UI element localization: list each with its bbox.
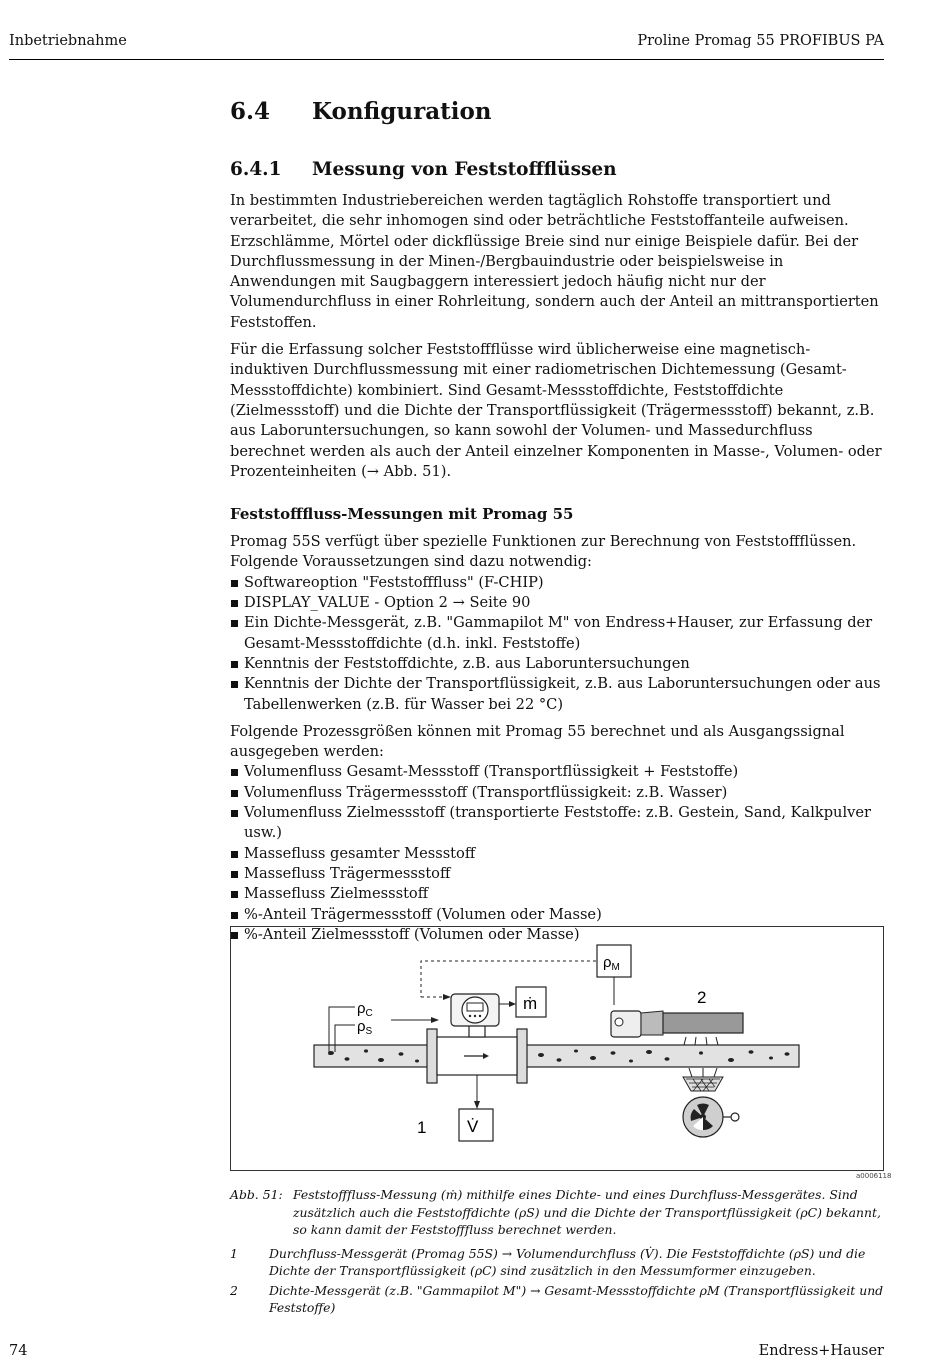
list-item: %-Anteil Trägermessstoff (Volumen oder Masse) [230,905,884,925]
paragraph: In bestimmten Industriebereichen werden tagtäglich Rohstoffe transportiert und verarbeitet, die sehr inhomogen sind oder beträchtliche Feststoffanteile aufweisen. Erzschlämme, Mörtel oder dickflüssige Breie sind nur einige Beispiele dafür. Bei der Durchflussmessung in der Minen-/Bergbauindustrie oder beispielsweise in Anwendungen mit Saugbaggern interessiert jedoch häufig nicht nur der Volumendurchfluss in einer Rohrleitung, sondern auch der Anteil an mittransportierten Feststoffen. [230,192,879,331]
pipe [314,1045,799,1067]
list-item: Softwareoption "Feststofffluss" (F-CHIP) [230,573,884,593]
density-signal-line [421,961,606,997]
list-item: Massefluss gesamter Messstoff [230,844,884,864]
legend-item [230,1282,884,1316]
label-two: 2 [697,988,707,1007]
requirements-intro: Promag 55S verfügt über spezielle Funktionen zur Berechnung von Feststoffflüssen. Folgende Voraussetzungen sind dazu notwendig: [230,533,857,571]
flange-right [517,1029,527,1083]
figure-id: a0006118 [856,1172,892,1180]
list-item: Kenntnis der Feststoffdichte, z.B. aus Laboruntersuchungen [230,654,884,674]
list-item: Volumenfluss Gesamt-Messstoff (Transportflüssigkeit + Feststoffe) [230,762,884,782]
header-product-title: Proline Promag 55 PROFIBUS PA [637,33,884,49]
caption-text: Feststofffluss-Messung (ṁ) mithilfe eines Dichte- und eines Durchfluss-Messgerätes. Sind zusätzlich auch die Feststoffdichte (ρS) und die Dichte der Transportflüssigkeit (ρC) bekannt, so kann damit der Feststofffluss berechnet werden. [293,1187,881,1237]
legend-text: Durchfluss-Messgerät (Promag 55S) → Volumendurchfluss (V̇). Die Feststoffdichte (ρS) und die Dichte der Transportflüssigkeit (ρC) sind zusätzlich in den Messumformer einzugeben. [269,1246,866,1278]
legend-number: 1 [230,1246,238,1261]
legend-number: 2 [230,1283,238,1298]
label-one: 1 [417,1118,427,1137]
figure-legend [230,1245,884,1319]
figure-caption [230,1186,884,1239]
list-item: DISPLAY_VALUE - Option 2 → Seite 90 [230,593,884,613]
rho-m-label: $\rho_M$ [603,954,620,973]
mass-flow-label: ṁ [523,994,538,1013]
flow-density-diagram [231,927,883,1170]
subsection-title: Messung von Feststoffflüssen [312,159,617,180]
flange-left [427,1029,437,1083]
outputs-list [230,762,884,945]
sub-heading: Feststofffluss-Messungen mit Promag 55 [230,505,574,524]
page-number: 74 [9,1343,28,1359]
list-item: Volumenfluss Zielmessstoff (transportierte Feststoffe: z.B. Gestein, Sand, Kalkpulver usw.) [230,803,884,844]
caption-label: Abb. 51: [230,1187,283,1202]
list-item: Volumenfluss Trägermessstoff (Transportflüssigkeit: z.B. Wasser) [230,783,884,803]
requirements-list [230,573,884,715]
list-item: Kenntnis der Dichte der Transportflüssigkeit, z.B. aus Laboruntersuchungen oder aus Tabellenwerken (z.B. für Wasser bei 22 °C) [230,674,884,715]
header-rule [9,59,884,60]
subsection-heading [230,159,617,180]
footer-brand: Endress+Hauser [758,1343,884,1359]
volume-flow-label: V̇ [467,1117,479,1136]
list-item: %-Anteil Zielmessstoff (Volumen oder Masse) [230,925,884,945]
list-item: Massefluss Zielmessstoff [230,884,884,904]
body-text [230,191,884,952]
legend-item [230,1245,884,1279]
legend-text: Dichte-Messgerät (z.B. "Gammapilot M") → Gesamt-Messstoffdichte ρM (Transportflüssigkeit und Feststoffe) [269,1283,884,1315]
figure-diagram [230,926,884,1171]
list-item: Ein Dichte-Messgerät, z.B. "Gammapilot M" von Endress+Hauser, zur Erfassung der Gesamt-Messstoffdichte (d.h. inkl. Feststoffe) [230,613,884,654]
section-number: 6.4 [230,98,271,125]
density-meter-rod [663,1013,743,1033]
rho-c-label: $\rho_C$ [357,1000,373,1019]
subsection-number: 6.4.1 [230,159,282,180]
section-title: Konfiguration [312,98,492,125]
list-item: Massefluss Trägermessstoff [230,864,884,884]
header-section-title: Inbetriebnahme [9,33,127,49]
paragraph: Für die Erfassung solcher Feststoffflüsse wird üblicherweise eine magnetisch-induktiven Durchflussmessung mit einer radiometrischen Dichtemessung (Gesamt-Messstoffdichte) kombiniert. Sind Gesamt-Messstoffdichte, Feststoffdichte (Zielmessstoff) und die Dichte der Transportflüssigkeit (Trägermessstoff) bekannt, z.B. aus Laboruntersuchungen, so kann sowohl der Volumen- und Massedurchfluss berechnet werden als auch der Anteil einzelner Komponenten in Masse-, Volumen- oder Prozenteinheiten (→ Abb. 51). [230,341,882,480]
rho-s-label: $\rho_S$ [357,1018,373,1037]
outputs-intro: Folgende Prozessgrößen können mit Promag 55 berechnet und als Ausgangssignal ausgegeben werden: [230,722,845,761]
section-heading [230,98,492,125]
